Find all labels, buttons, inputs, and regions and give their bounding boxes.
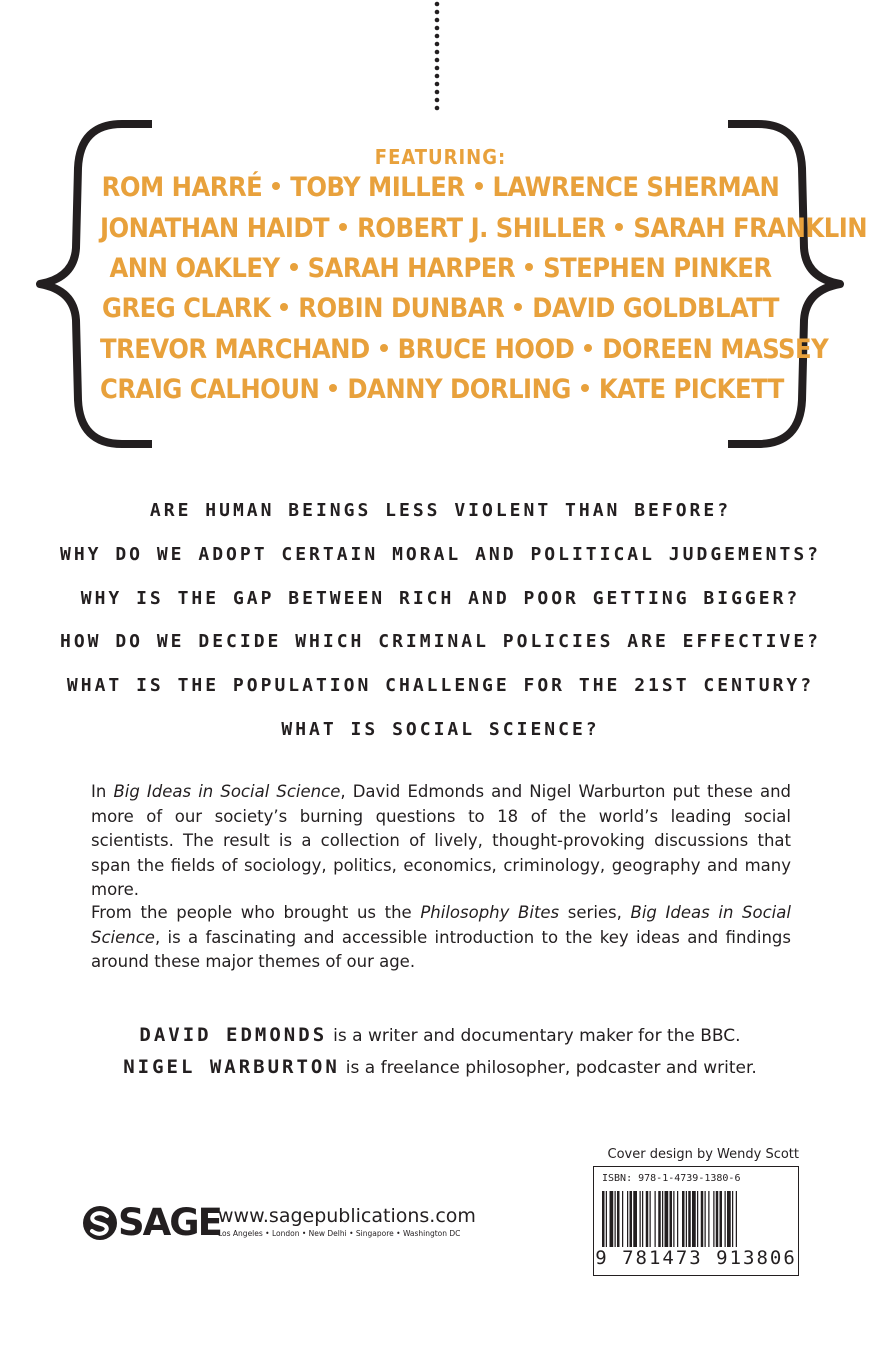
bullet-dot-icon (584, 344, 592, 352)
bullet-dot-icon (525, 263, 533, 271)
contributor-name: DOREEN MASSEY (602, 334, 829, 365)
barcode-bar (701, 1191, 704, 1247)
barcode-bar (615, 1191, 616, 1247)
contributor-name: DANNY DORLING (347, 374, 571, 405)
question-line: ARE HUMAN BEINGS LESS VIOLENT THAN BEFORE? (149, 500, 732, 521)
contributors-line (100, 374, 784, 405)
barcode-bar (640, 1191, 641, 1247)
author-bio-1 (80, 1024, 800, 1046)
barcode-bar (646, 1191, 649, 1247)
question-line: HOW DO WE DECIDE WHICH CRIMINAL POLICIES ARE EFFECTIVE? (59, 631, 822, 652)
contributor-name: DAVID GOLDBLATT (532, 293, 779, 324)
contributor-name: TOBY MILLER (290, 172, 465, 203)
author-bio-text: is a writer and documentary maker for the BBC. (333, 1026, 741, 1046)
barcode-bar (642, 1191, 643, 1247)
contributors-line (100, 172, 781, 203)
barcode-bar (665, 1191, 669, 1247)
sage-s-logo-icon (82, 1205, 118, 1241)
barcode-bar (732, 1191, 733, 1247)
bullet-dot-icon (514, 303, 522, 311)
contributor-name: STEPHEN PINKER (543, 253, 772, 284)
barcode-bar (727, 1191, 731, 1247)
bullet-dot-icon (581, 384, 589, 392)
barcode-bar (725, 1191, 726, 1247)
contributor-name: SARAH HARPER (307, 253, 516, 284)
bullet-dot-icon (290, 263, 298, 271)
barcode-box (593, 1166, 799, 1276)
barcode-bar (688, 1191, 691, 1247)
barcode-digits: 9 781473 913806 (595, 1247, 797, 1269)
question-line: WHY DO WE ADOPT CERTAIN MORAL AND POLITICAL JUDGEMENTS? (59, 544, 822, 565)
barcode-bar (686, 1191, 687, 1247)
publisher-cities: Los Angeles • London • New Delhi • Singapore • Washington DC (218, 1229, 461, 1238)
barcode-bar (633, 1191, 637, 1247)
dotted-line-decoration (430, 0, 444, 118)
author-name: DAVID EDMONDS (139, 1024, 328, 1046)
isbn-label: ISBN: 978-1-4739-1380-6 (602, 1173, 741, 1184)
barcode-bar (673, 1191, 674, 1247)
blurb-paragraph-2: From the people who brought us the Philosophy Bites series, Big Ideas in Social Science, is a fascinating and accessible introduction to the key ideas and findings around these major themes of our age. (91, 903, 791, 971)
barcode-bar (602, 1191, 605, 1247)
blurb-paragraph-1: In Big Ideas in Social Science, David Edmonds and Nigel Warburton put these and more of our society’s burning questions to 18 of the world’s leading social scientists. The result is a collection of lively, thought-provoking discussions that span the fields of sociology, politics, economics, criminology, geography and many more. (91, 782, 792, 899)
featuring-label: FEATURING: (374, 145, 507, 169)
contributor-name: JONATHAN HAIDT (100, 213, 330, 244)
question-line: WHAT IS THE POPULATION CHALLENGE FOR THE 21ST CENTURY? (66, 675, 815, 696)
barcode-bar (705, 1191, 706, 1247)
bullet-dot-icon (615, 223, 623, 231)
barcode-bar (606, 1191, 607, 1247)
contributor-name: ROBERT J. SHILLER (357, 213, 606, 244)
barcode-bar (658, 1191, 661, 1247)
barcode-bar (627, 1191, 628, 1247)
barcode-bar (650, 1191, 651, 1247)
bullet-dot-icon (380, 344, 388, 352)
barcode-bar (662, 1191, 663, 1247)
bullet-dot-icon (272, 182, 280, 190)
barcode-bar (670, 1191, 673, 1247)
contributor-name: TREVOR MARCHAND (100, 334, 370, 365)
publisher-url[interactable]: www.sagepublications.com (218, 1205, 476, 1227)
contributors-line (100, 293, 781, 324)
contributor-name: LAWRENCE SHERMAN (492, 172, 780, 203)
barcode-bar (630, 1191, 633, 1247)
barcode-bar (622, 1191, 623, 1247)
question-line: WHAT IS SOCIAL SCIENCE? (281, 719, 600, 740)
question-line: WHY IS THE GAP BETWEEN RICH AND POOR GETTING BIGGER? (80, 588, 801, 609)
barcode-bar (610, 1191, 614, 1247)
author-name: NIGEL WARBURTON (123, 1056, 340, 1078)
barcode-bar (697, 1191, 698, 1247)
bullet-dot-icon (339, 223, 347, 231)
barcode-bars (602, 1191, 790, 1251)
contributor-name: BRUCE HOOD (397, 334, 575, 365)
barcode-bar (720, 1191, 723, 1247)
barcode-bar (617, 1191, 620, 1247)
contributor-name: ROBIN DUNBAR (298, 293, 505, 324)
cover-design-credit: Cover design by Wendy Scott (607, 1147, 799, 1162)
author-bio-2 (80, 1056, 800, 1078)
contributor-name: ROM HARRÉ (101, 172, 263, 203)
barcode-bar (692, 1191, 696, 1247)
bullet-dot-icon (280, 303, 288, 311)
barcode-bar (736, 1191, 737, 1247)
barcode-bar (708, 1191, 709, 1247)
barcode-bar (655, 1191, 656, 1247)
contributor-name: CRAIG CALHOUN (100, 374, 320, 405)
bullet-dot-icon (329, 384, 337, 392)
contributors-line (100, 213, 868, 244)
bullet-dot-icon (475, 182, 483, 190)
contributor-name: KATE PICKETT (598, 374, 784, 405)
author-bio-text: is a freelance philosopher, podcaster and writer. (345, 1058, 757, 1078)
contributor-name: GREG CLARK (102, 293, 271, 324)
barcode-bar (716, 1191, 719, 1247)
barcode-bar (682, 1191, 685, 1247)
contributor-name: SARAH FRANKLIN (633, 213, 868, 244)
contributors-line (100, 253, 781, 284)
barcode-bar (713, 1191, 714, 1247)
contributors-line (100, 334, 829, 365)
barcode-bar (677, 1191, 678, 1247)
publisher-name: SAGE (118, 1201, 221, 1244)
contributor-name: ANN OAKLEY (109, 253, 280, 284)
